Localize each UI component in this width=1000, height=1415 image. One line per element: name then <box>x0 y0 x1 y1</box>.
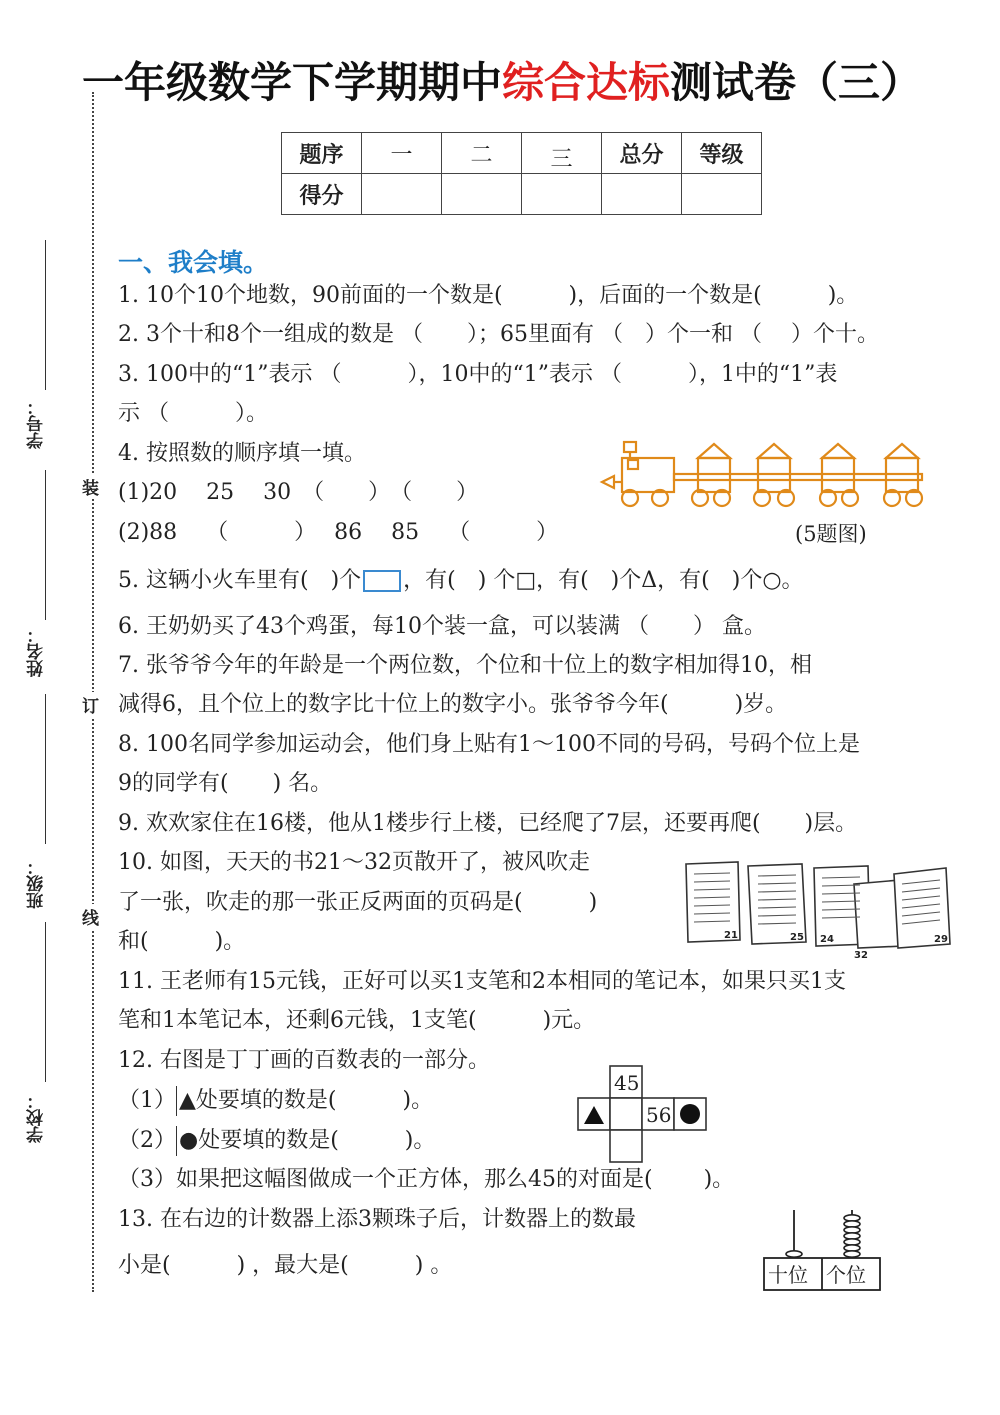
score-header-cell: 总分 <box>602 133 682 174</box>
score-cell[interactable] <box>362 174 442 215</box>
question-7-line1: 7. 张爷爷今年的年龄是一个两位数，个位和十位上的数字相加得10，相 <box>118 653 812 678</box>
binding-char-zhuang: 装 <box>82 474 99 499</box>
score-table <box>281 132 762 215</box>
score-header-cell: 二 <box>442 133 522 174</box>
student-id-label: 学号： <box>27 398 47 449</box>
abacus-ones-label: 个位 <box>826 1263 866 1287</box>
question-12-part2: （2） ●处要填的数是( )。 <box>118 1126 435 1156</box>
question-4-part1: (1)20 25 30 （ ） （ ） <box>118 480 479 505</box>
score-header-cell: 一 <box>362 133 442 174</box>
question-10-line3: 和( )。 <box>118 929 246 954</box>
train-engine-rectangle <box>622 458 674 492</box>
question-12-part3: （3）如果把这幅图做成一个正方体，那么45的对面是( )。 <box>118 1167 735 1192</box>
question-12: 12. 右图是丁丁画的百数表的一部分。 <box>118 1048 490 1073</box>
hundred-chart-net-figure <box>576 1064 710 1166</box>
class-line[interactable] <box>45 694 46 844</box>
question-10-line1: 10. 如图，天天的书21～32页散开了，被风吹走 <box>118 850 590 875</box>
train-chimney-square <box>624 442 636 452</box>
rectangle-shape-icon <box>363 570 401 592</box>
triangle-icon: ▲ <box>176 1086 196 1116</box>
class-label: 班级： <box>27 858 47 909</box>
page-number: 32 <box>854 950 868 961</box>
question-10-line2: 了一张，吹走的那一张正反两面的页码是( ) <box>118 890 598 915</box>
circle-icon: ● <box>176 1126 198 1156</box>
question-5-figure-caption: (5题图) <box>795 522 867 546</box>
page-title: 一年级数学下学期期中综合达标测试卷（三） <box>82 58 923 107</box>
train-front-triangle <box>602 476 614 488</box>
name-line[interactable] <box>45 470 46 620</box>
school-line[interactable] <box>45 922 46 1082</box>
score-row-label: 得分 <box>282 174 362 215</box>
question-3-line1: 3. 100中的“1”表示 （ ），10中的“1”表示 （ ），1中的“1”表 <box>118 362 838 387</box>
train-car-2 <box>758 444 790 492</box>
question-11-line1: 11. 王老师有15元钱，正好可以买1支笔和2本相同的笔记本，如果只买1支 <box>118 969 846 994</box>
question-2: 2. 3个十和8个一组成的数是 （ ）；65里面有 （ ）个一和 （ ）个十。 <box>118 322 879 347</box>
score-cell[interactable] <box>522 174 602 215</box>
question-3-line2: 示 （ ）。 <box>118 401 268 426</box>
student-id-line[interactable] <box>45 240 46 390</box>
question-6: 6. 王奶奶买了43个鸡蛋，每10个装一盒，可以装满 （ ） 盒。 <box>118 614 766 639</box>
abacus-figure <box>762 1206 886 1294</box>
train-car-3 <box>822 444 854 492</box>
question-12-part1: （1） ▲处要填的数是( )。 <box>118 1086 433 1116</box>
binding-char-ding: 订 <box>82 692 99 717</box>
score-table-row <box>282 174 762 215</box>
grid-number-middle: 56 <box>646 1103 672 1127</box>
question-9: 9. 欢欢家住在16楼，他从1楼步行上楼，已经爬了7层，还要再爬( )层。 <box>118 811 858 836</box>
school-label: 学校： <box>27 1092 47 1143</box>
train-window-square <box>628 460 638 469</box>
train-car-4 <box>886 444 918 492</box>
page-number: 21 <box>724 930 738 941</box>
score-header-cell: 等级 <box>682 133 762 174</box>
score-header-cell: 题序 <box>282 133 362 174</box>
section-heading: 一、我会填。 <box>118 248 269 277</box>
grid-circle-icon <box>680 1104 700 1124</box>
question-4-part2: (2)88 （ ） 86 85 （ ） <box>118 520 559 545</box>
grid-number-top: 45 <box>614 1071 640 1095</box>
question-4: 4. 按照数的顺序填一填。 <box>118 441 366 466</box>
page-number: 25 <box>790 932 804 943</box>
binding-char-xian: 线 <box>82 904 99 929</box>
train-figure <box>600 436 930 512</box>
question-8-line2: 9的同学有( ) 名。 <box>118 771 333 796</box>
abacus-tens-label: 十位 <box>768 1263 808 1287</box>
scattered-pages-figure <box>682 858 954 961</box>
name-label: 姓名： <box>27 626 47 677</box>
page-number: 24 <box>820 934 834 945</box>
question-11-line2: 笔和1本笔记本，还剩6元钱，1支笔( )元。 <box>118 1008 596 1033</box>
score-table-header-row <box>282 133 762 174</box>
question-7-line2: 减得6，且个位上的数字比十位上的数字小。张爷爷今年( )岁。 <box>118 692 788 717</box>
score-cell[interactable] <box>682 174 762 215</box>
question-8-line1: 8. 100名同学参加运动会，他们身上贴有1～100不同的号码，号码个位上是 <box>118 732 860 757</box>
train-car-1 <box>698 444 730 492</box>
score-cell[interactable] <box>602 174 682 215</box>
question-13-line1: 13. 在右边的计数器上添3颗珠子后，计数器上的数最 <box>118 1207 636 1232</box>
question-1: 1. 10个10个地数，90前面的一个数是( )，后面的一个数是( )。 <box>118 283 859 308</box>
score-header-cell: 三 <box>522 133 602 174</box>
question-5: 5. 这辆小火车里有( )个 ，有( ) 个□，有( )个Δ，有( )个○。 <box>118 568 804 593</box>
page-number: 29 <box>934 934 948 945</box>
score-cell[interactable] <box>442 174 522 215</box>
question-13-line2: 小是( ) ，最大是( ) 。 <box>118 1253 453 1278</box>
